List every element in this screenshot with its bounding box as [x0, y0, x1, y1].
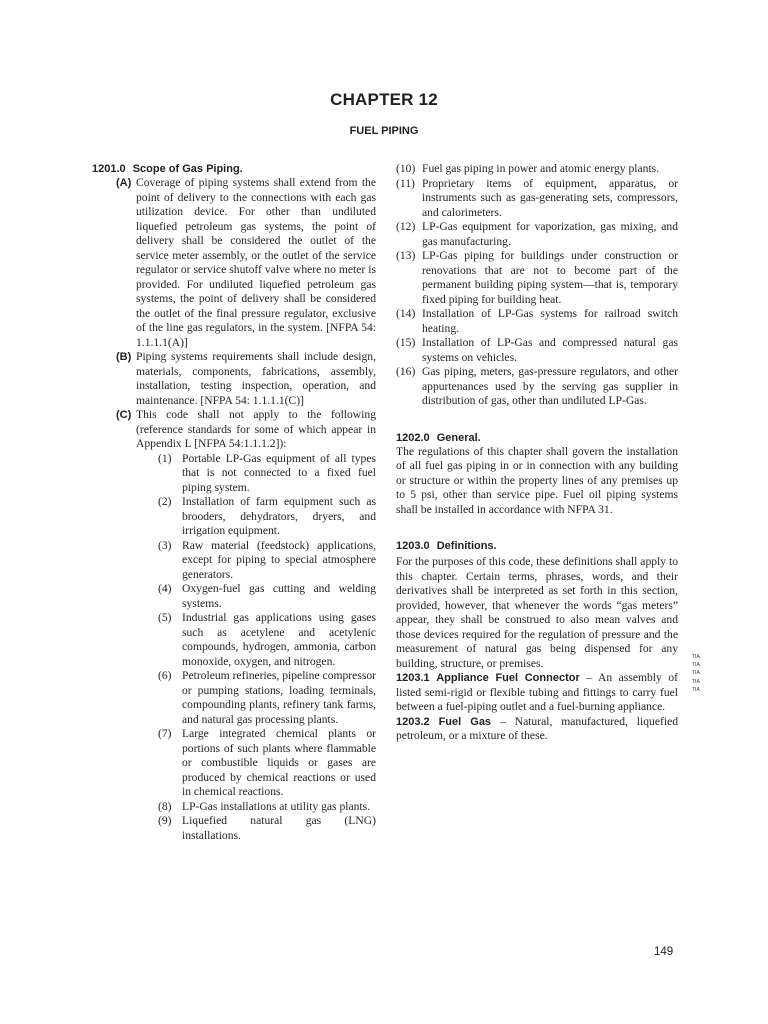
exclusion-item — [92, 669, 376, 727]
paragraph-label: (C) — [116, 409, 132, 421]
exclusion-label: (14) — [396, 307, 416, 320]
section-title: Scope of Gas Piping. — [132, 163, 243, 175]
exclusion-item — [92, 727, 376, 800]
paragraph-text: Piping systems requirements shall include design, materials, components, fabrications, assembly, installation, testing inspection, operation, and maintenance. [NFPA 54: 1.1.1.1(C)] — [136, 350, 376, 407]
exclusion-text: LP-Gas piping for buildings under construction or renovations that are not to become part of the permanent building piping system—that is, temporary fixed piping for building heat. — [422, 249, 678, 306]
section-title: General. — [436, 431, 481, 444]
paragraph-text: Coverage of piping systems shall extend from the point of delivery to the connections with each gas utilization device. For other than undiluted liquefied petroleum gas systems, the point of delivery shall be considered the outlet of the service meter assembly, or the outlet of the service regulator or service shutoff valve where no meter is provided. For undiluted liquefied petroleum gas systems, the point of delivery shall be considered the outlet of the final pressure regulator, exclusive of the line gas regulators, in the system. [NFPA 54: 1.1.1.1(A)] — [136, 176, 376, 349]
exclusion-item — [92, 800, 376, 815]
definition-1203-1 — [396, 671, 678, 715]
definition-number: 1203.1 — [396, 672, 430, 684]
exclusion-text: Installation of LP-Gas systems for railroad switch heating. — [422, 307, 678, 335]
tia-marker: TIA — [692, 686, 700, 693]
exclusion-text: LP-Gas equipment for vaporization, gas mixing, and gas manufacturing. — [422, 220, 678, 248]
exclusion-text: Fuel gas piping in power and atomic energy plants. — [422, 162, 660, 175]
paragraph-a — [92, 176, 376, 350]
definition-1203-2 — [396, 715, 678, 744]
section-number: 1203.0 — [396, 540, 430, 552]
exclusion-text: LP-Gas installations at utility gas plants. — [182, 799, 371, 813]
exclusion-item — [396, 162, 678, 177]
exclusion-text: Liquefied natural gas (LNG) installations. — [182, 814, 376, 842]
exclusion-label: (7) — [158, 727, 172, 740]
exclusion-text: Industrial gas applications using gases such as acetylene and acetylenic compounds, hydrogen, ammonia, carbon monoxide, oxygen, and nitrogen. — [182, 611, 376, 668]
exclusion-label: (1) — [158, 451, 172, 465]
tia-margin-markers — [692, 653, 700, 694]
exclusion-item — [396, 365, 678, 409]
exclusion-item — [92, 539, 376, 583]
section-1202-text: The regulations of this chapter shall govern the installation of all fuel gas piping in or in connection with any building or structure or within the property lines of any premises up to 5 psi, other than service pipe. Fuel oil piping systems shall be installed in accordance with NFPA 31. — [396, 444, 678, 516]
exclusion-label: (2) — [158, 495, 172, 508]
definition-term: Appliance Fuel Connector — [436, 672, 580, 684]
exclusion-label: (12) — [396, 220, 416, 233]
paragraph-label: (A) — [116, 177, 132, 189]
exclusion-item — [396, 177, 678, 221]
page-number: 149 — [654, 946, 674, 958]
section-title: Definitions. — [436, 540, 497, 552]
tia-marker: TIA — [692, 670, 700, 677]
exclusion-label: (9) — [158, 814, 172, 827]
exclusion-item — [396, 307, 678, 336]
section-number: 1202.0 — [396, 431, 430, 444]
exclusion-text: Large integrated chemical plants or portions of such plants where flammable or combustible liquids or gases are produced by chemical reactions or used in chemical reactions. — [182, 727, 376, 798]
chapter-title: CHAPTER 12 — [330, 90, 438, 109]
section-number: 1201.0 — [92, 163, 126, 175]
definition-term: Fuel Gas — [438, 715, 492, 728]
definition-text: – An assembly of listed semi-rigid or flexible tubing and fittings to carry fuel between a fuel-piping outlet and a fuel-burning appliance. — [396, 671, 678, 713]
paragraph-text: This code shall not apply to the following (reference standards for some of which appear in Appendix L [NFPA 54:1.1.1.2]): — [136, 408, 376, 450]
left-column — [92, 162, 376, 843]
exclusion-item — [396, 336, 678, 365]
right-column — [396, 162, 678, 744]
exclusion-item — [396, 220, 678, 249]
exclusion-label: (4) — [158, 582, 172, 595]
exclusion-label: (15) — [396, 336, 416, 349]
exclusion-item — [92, 814, 376, 843]
tia-marker: TIA — [692, 662, 700, 669]
exclusion-label: (3) — [158, 538, 172, 552]
exclusion-text: Installation of farm equipment such as brooders, dehydrators, dryers, and irrigation equipment. — [182, 495, 376, 537]
exclusion-label: (5) — [158, 611, 172, 624]
exclusion-item — [92, 495, 376, 539]
paragraph-label: (B) — [116, 351, 132, 363]
tia-marker: TIA — [692, 678, 700, 685]
exclusion-label: (13) — [396, 249, 416, 262]
tia-marker: TIA — [692, 654, 700, 660]
exclusion-label: (10) — [396, 162, 416, 175]
section-1201-heading — [92, 162, 376, 176]
exclusion-text: Petroleum refineries, pipeline compressor or pumping stations, loading terminals, compounding plants, refinery tank farms, and natural gas processing plants. — [182, 669, 376, 726]
definition-text: – Natural, manufactured, liquefied petroleum, or a mixture of these. — [396, 714, 679, 742]
exclusion-label: (11) — [396, 176, 415, 190]
definition-number: 1203.2 — [396, 715, 430, 728]
exclusion-text: Proprietary items of equipment, apparatus, or instruments such as gas-generating sets, compressors, and calorimeters. — [422, 176, 678, 219]
exclusion-item — [92, 452, 376, 496]
section-1203-heading — [396, 539, 678, 553]
section-1202-heading — [396, 431, 678, 445]
chapter-subtitle: FUEL PIPING — [349, 125, 419, 137]
paragraph-b — [92, 350, 376, 408]
exclusion-label: (8) — [158, 799, 172, 813]
exclusion-text: Oxygen-fuel gas cutting and welding systems. — [182, 582, 376, 610]
exclusion-item — [92, 611, 376, 669]
paragraph-c — [92, 408, 376, 452]
exclusion-item — [396, 249, 678, 307]
exclusion-text: Gas piping, meters, gas-pressure regulators, and other appurtenances used by the serving gas supplier in distribution of gas, other than undiluted LP-Gas. — [422, 365, 678, 407]
exclusion-label: (6) — [158, 669, 172, 682]
section-1203-intro: For the purposes of this code, these definitions shall apply to this chapter. Certain terms, phrases, words, and their derivatives shall be interpreted as set forth in this section, provided, however, that whenever the words “gas meters” appear, they shall be construed to also mean valves and those devices required for the regulation of pressure and the measurement of natural gas being dispensed for any building, structure, or premises. — [396, 555, 678, 670]
exclusion-label: (16) — [396, 365, 416, 378]
exclusion-text: Installation of LP-Gas and compressed natural gas systems on vehicles. — [422, 336, 678, 364]
exclusion-text: Portable LP-Gas equipment of all types that is not connected to a fixed fuel piping system. — [182, 451, 376, 494]
exclusion-item — [92, 582, 376, 611]
exclusion-text: Raw material (feedstock) applications, except for piping to special atmosphere generators. — [182, 538, 376, 581]
